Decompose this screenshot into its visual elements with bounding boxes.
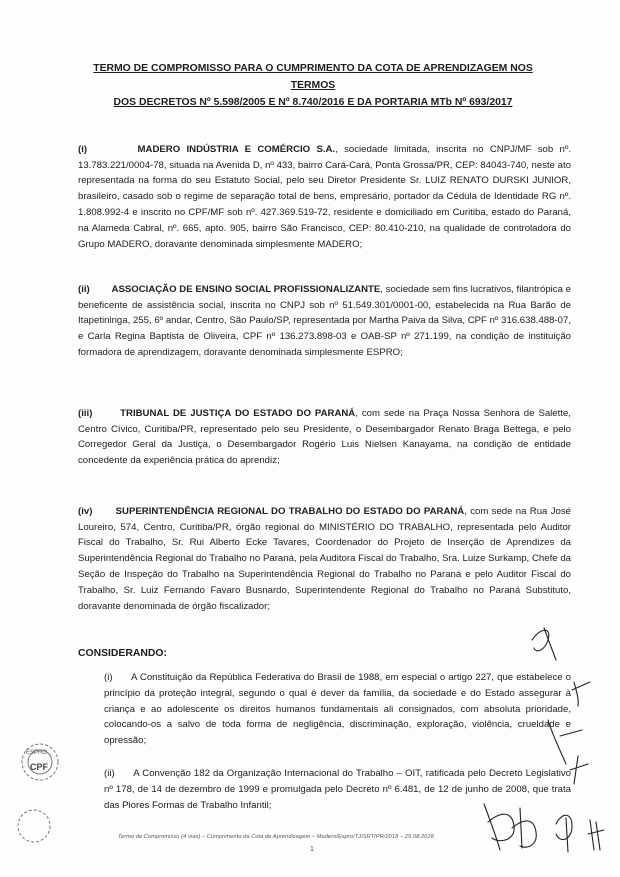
party-2-label: (ii) bbox=[78, 283, 90, 295]
page-number: 1 bbox=[310, 846, 314, 853]
espro-stamp-subtext: CPF bbox=[30, 762, 48, 772]
consideration-2-label: (ii) bbox=[104, 768, 115, 779]
party-2-paragraph bbox=[78, 266, 571, 361]
party-3-text: , com sede na Praça Nossa Senhora de Salette, Centro Cívico, Curitiba/PR, representado pelo seu Presidente, o Desembargador Renato Braga Bettega, e pelo Corregedor Geral da Justiça, o Desembargador Rogério Luis Nielsen Kanayama, na condição de entidade concedente da experiência prática do aprendiz; bbox=[78, 407, 571, 467]
title-line-1: TERMO DE COMPROMISSO PARA O CUMPRIMENTO DA COTA DE APRENDIZAGEM NOS TERMOS bbox=[93, 63, 533, 91]
party-4-text: , com sede na Rua José Loureiro, 574, Centro, Curitiba/PR, órgão regional do MINISTÉRIO DO TRABALHO, representada pelo Auditor Fiscal do Trabalho, Sr. Rui Alberto Ecke Tavares, Coordenador do Projeto de Inserção de Aprendizes da Superintendência Regional do Trabalho no Paraná, pela Auditora Fiscal do Trabalho, Sra. Luize Surkamp, Chefe da Seção de Inspeção do Trabalho na Superintendência Regional do Trabalho no Paraná e pelo Auditor Fiscal do Trabalho, Sr. Luiz Fernando Favaro Busnardo, Superintendente Regional do Trabalho no Paraná Substituto, doravante denominada de órgão fiscalizador; bbox=[78, 505, 571, 612]
initial-mark-4 bbox=[570, 756, 588, 784]
consideration-2-paragraph bbox=[104, 766, 571, 813]
party-4-entity: SUPERINTENDÊNCIA REGIONAL DO TRABALHO DO ESTADO DO PARANÁ bbox=[115, 505, 465, 517]
page-footer: Termo de Compromisso (4 vias) – Cumprimento da Cota de Aprendizagem – Madero/Espro/TJ/SRT/PR/2018 – 25.08.2018 bbox=[118, 834, 434, 840]
party-1-paragraph bbox=[78, 126, 571, 252]
party-3-paragraph bbox=[78, 390, 571, 469]
espro-stamp bbox=[18, 744, 58, 842]
signature-mark-4 bbox=[588, 820, 604, 850]
initial-mark-1 bbox=[532, 628, 556, 660]
party-4-label: (iv) bbox=[78, 505, 93, 517]
consideration-1-paragraph bbox=[104, 670, 571, 749]
signature-mark-2 bbox=[512, 808, 536, 848]
title-line-2: DOS DECRETOS Nº 5.598/2005 E Nº 8.740/2016 E DA PORTARIA MTb Nº 693/2017 bbox=[113, 97, 513, 108]
consideration-1-text: A Constituição da República Federativa do Brasil de 1988, em especial o artigo 227, que estabelece o princípio da proteção integral, segundo o qual é dever da família, da sociedade e do Estado assegurar à criança e ao adolescente os direitos humanos fundamentais ali consignados, com absoluta prioridade, colocando-os a salvo de toda forma de negligência, discriminação, exploração, violência, crueldade e opressão; bbox=[104, 672, 571, 747]
party-1-entity: MADERO INDÚSTRIA E COMÉRCIO S.A. bbox=[137, 143, 336, 155]
consideration-2-text: A Convenção 182 da Organização Internacional do Trabalho – OIT, ratificada pelo Decreto Legislativo nº 178, de 14 de dezembro de 1999 e promulgada pelo Decreto nº 6.481, de 12 de junho de 2008, que trata das Piores Formas de Trabalho Infantil; bbox=[104, 768, 572, 811]
party-1-text: , sociedade limitada, inscrita no CNPJ/MF sob nº. 13.783.221/0004-78, situada na Avenida D, nº 433, bairro Cará-Cará, Ponta Grossa/PR, CEP: 84043-740, neste ato representada na forma do seu Estatuto Social, pelo seu Diretor Presidente Sr. LUIZ RENATO DURSKI JUNIOR, brasileiro, casado sob o regime de separação total de bens, empresário, portador da Cédula de Identidade RG nº. 1.808.992-4 e inscrito no CPF/MF sob nº. 427.369.519-72, residente e domiciliado em Curitiba, estado do Paraná, na Alameda Cabral, nº. 665, apto. 905, bairro São Francisco, CEP: 80.410-210, na qualidade de controladora do Grupo MADERO, doravante denominada simplesmente MADERO; bbox=[78, 143, 571, 250]
signature-mark-3 bbox=[556, 815, 572, 852]
initial-mark-2 bbox=[572, 682, 590, 706]
party-4-paragraph bbox=[78, 488, 571, 614]
party-2-text: , sociedade sem fins lucrativos, filantrópica e beneficente de assistência social, inscrita no CNPJ sob nº 51.549.301/0001-00, estabelecida na Rua Barão de Itapetininga, 255, 6º andar, Centro, São Paulo/SP, representada por Martha Paiva da Silva, CPF nº 316.638.488-07, e Carla Regina Baptista de Oliveira, CPF nº 136.273.898-03 e OAB-SP nº 271.199, na condição de instituição formadora de aprendizagem, doravante denominada simplesmente ESPRO; bbox=[78, 283, 571, 358]
party-3-label: (iii) bbox=[78, 407, 93, 419]
espro-stamp-text: ESPRO bbox=[26, 750, 48, 756]
party-3-entity: TRIBUNAL DE JUSTIÇA DO ESTADO DO PARANÁ bbox=[120, 407, 356, 419]
party-2-entity: ASSOCIAÇÃO DE ENSINO SOCIAL PROFISSIONALIZANTE bbox=[111, 283, 381, 295]
considerando-heading: CONSIDERANDO: bbox=[78, 648, 167, 659]
consideration-1-label: (i) bbox=[104, 672, 113, 683]
party-1-label: (i) bbox=[78, 143, 88, 155]
document-title bbox=[78, 60, 548, 111]
